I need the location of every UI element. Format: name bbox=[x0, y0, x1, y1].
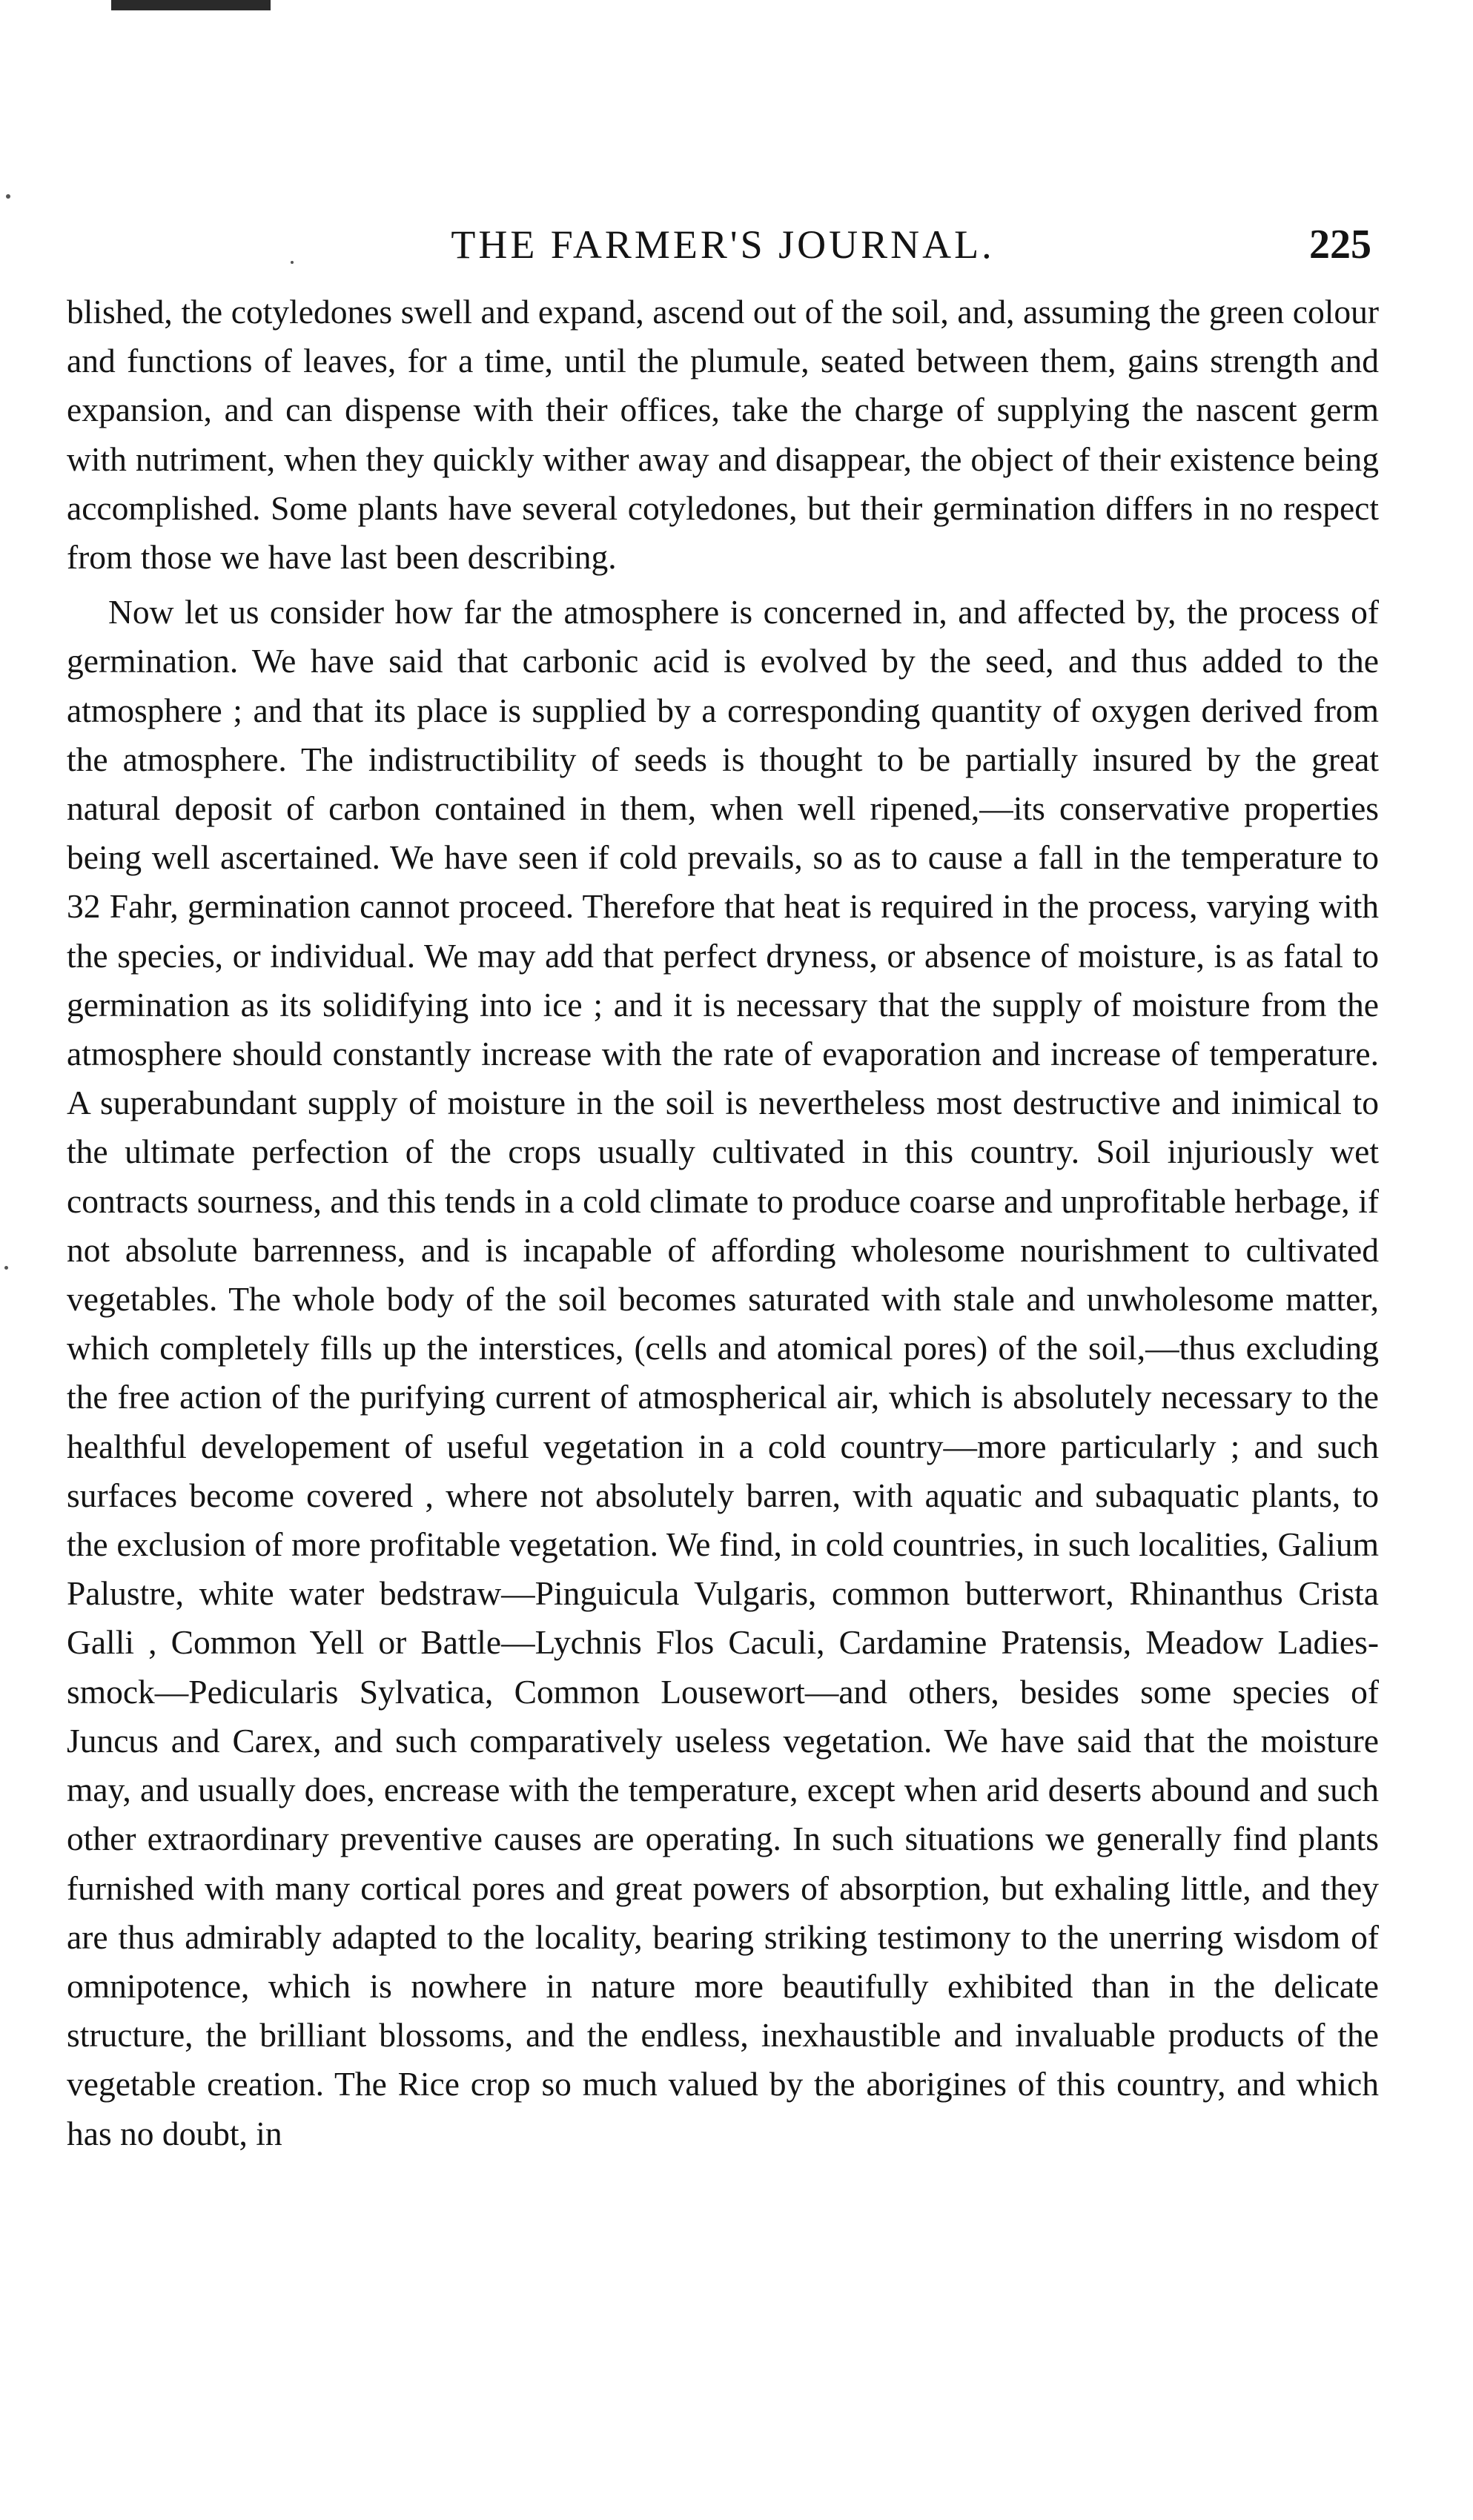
top-rule bbox=[111, 0, 271, 10]
paragraph-germination-atmosphere: Now let us consider how far the atmosphere is concerned in, and affected by, the process of germination. We have said that carbonic acid is evolved by the seed, and thus added to the atmosphere ; and that its place is supplied by a corresponding quantity of oxygen derived from the atmosphere. The indistructibility of seeds is thought to be partially insured by the great natural deposit of carbon contained in them, when well ripened,—its conservative properties being well ascertained. We have seen if cold prevails, so as to cause a fall in the temperature to 32 Fahr, germination cannot proceed. Therefore that heat is required in the process, varying with the species, or individual. We may add that perfect dryness, or absence of moisture, is as fatal to germination as its solidifying into ice ; and it is necessary that the supply of moisture from the atmosphere should constantly increase with the rate of evaporation and increase of temperature. A superabundant supply of moisture in the soil is nevertheless most destructive and inimical to the ultimate perfection of the crops usually cultivated in this country. Soil injuriously wet contracts sourness, and this tends in a cold climate to produce coarse and unprofitable herbage, if not absolute barrenness, and is incapable of affording wholesome nourishment to cultivated vegetables. The whole body of the soil becomes saturated with stale and unwholesome matter, which completely fills up the interstices, (cells and atomical pores) of the soil,—thus excluding the free action of the purifying current of atmospherical air, which is absolutely necessary to the healthful developement of useful vegetation in a cold country—more particularly ; and such surfaces become covered , where not absolutely barren, with aquatic and subaquatic plants, to the exclusion of more profitable vegetation. We find, in cold countries, in such localities, Galium Palustre, white water bedstraw—Pinguicula Vulgaris, common butterwort, Rhinanthus Crista Galli , Common Yell or Battle—Lychnis Flos Caculi, Cardamine Pratensis, Meadow Ladies-smock—Pedicularis Sylvatica, Common Lousewort—and others, besides some species of Juncus and Carex, and such comparatively useless vegetation. We have said that the moisture may, and usually does, encrease with the temperature, except when arid deserts abound and such other extraordinary preventive causes are operating. In such situations we generally find plants furnished with many cortical pores and great powers of absorption, but exhaling little, and they are thus admirably adapted to the locality, bearing striking testimony to the unerring wisdom of omnipotence, which is nowhere in nature more beautifully exhibited than in the delicate structure, the brilliant blossoms, and the endless, inexhaustible and invaluable products of the vegetable creation. The Rice crop so much valued by the aborigines of this country, and which has no doubt, in bbox=[67, 593, 1379, 2152]
running-head: THE FARMER'S JOURNAL. bbox=[451, 222, 995, 267]
body-text bbox=[67, 288, 1379, 2481]
page-number: 225 bbox=[1309, 222, 1371, 268]
paragraph-continued: blished, the cotyledones swell and expand, ascend out of the soil, and, assuming the green colour and functions of leaves, for a time, until the plumule, seated between them, gains strength and expansion, and can dispense with their offices, take the charge of supplying the nascent germ with nutriment, when they quickly wither away and disappear, the object of their existence being accomplished. Some plants have several cotyledones, but their germination differs in no respect from those we have last been describing. bbox=[67, 293, 1379, 577]
page-header bbox=[67, 215, 1379, 274]
